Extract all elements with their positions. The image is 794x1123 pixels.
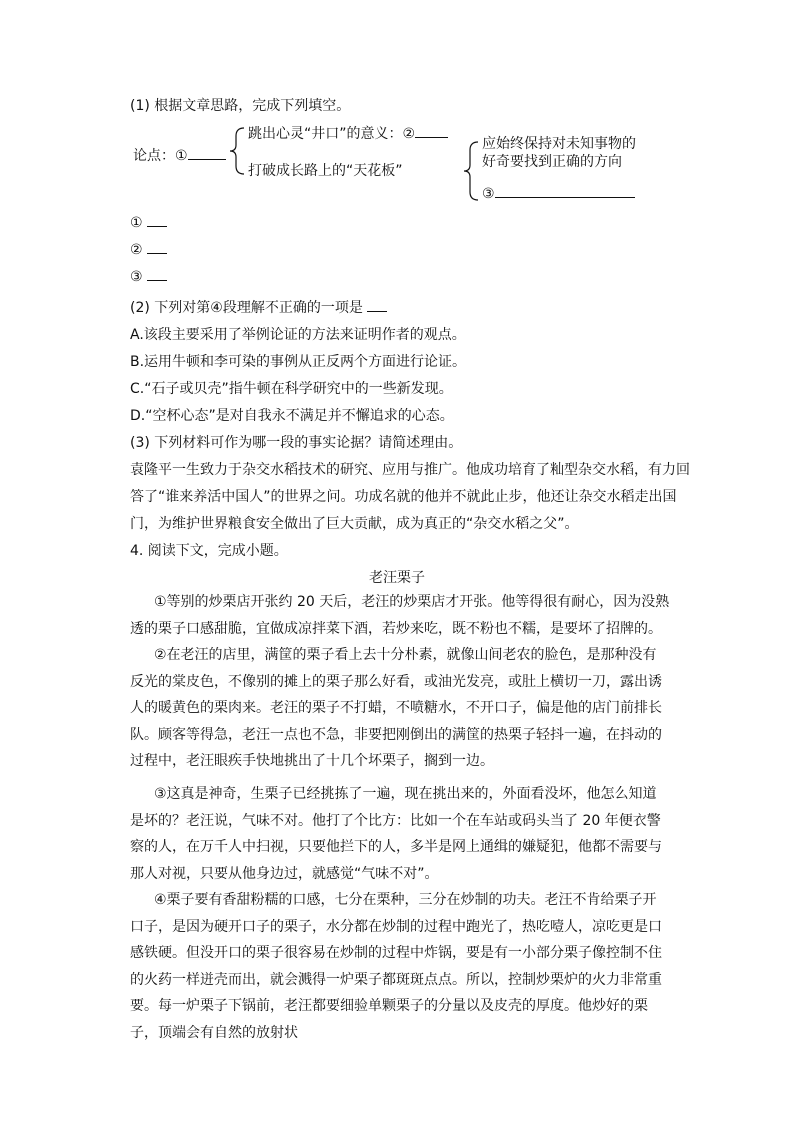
- q2-blank[interactable]: [367, 311, 387, 312]
- answer-blank-3[interactable]: [147, 280, 167, 281]
- article-paragraph-3: ③这真是神奇，生栗子已经挑拣了一遍，现在挑出来的，外面看没坏，他怎么知道是坏的？老汪说，气味不对。他打了个比方：比如一个在车站或码头当了 20 年便衣警察的人，在万千人中扫视，只要他拦下的人，多半是网上通缉的嫌疑犯，他都不需要与那人对视，只要从他身边过，就感觉“气味不对”。: [130, 786, 662, 882]
- right-brace: [462, 140, 482, 202]
- section-4-heading: 4. 阅读下文，完成小题。: [130, 543, 288, 559]
- q2-option-c: C.“石子或贝壳”指牛顿在科学研究中的一些新发现。: [130, 381, 453, 397]
- q3-material-line-3: 门，为维护世界粮食安全做出了巨大贡献，成为真正的“杂交水稻之父”。: [130, 516, 579, 532]
- thesis-label: 论点：①: [133, 145, 226, 165]
- sub-branch-2: ③: [482, 186, 635, 202]
- branch-1-blank[interactable]: [415, 137, 448, 138]
- q2-option-d: D.“空杯心态”是对自我永不满足并不懈追求的心态。: [130, 408, 454, 424]
- branch-2: 打破成长路上的“天花板”: [248, 163, 403, 179]
- q2-heading-line: (2) 下列对第④段理解不正确的一项是: [130, 297, 387, 317]
- article-title: 老汪栗子: [369, 570, 425, 586]
- q1-heading: (1) 根据文章思路，完成下列填空。: [130, 98, 351, 114]
- article-paragraph-2: ②在老汪的店里，满筐的栗子看上去十分朴素，就像山间老农的脸色，是那种没有反光的棠皮色，不像别的摊上的栗子那么好看，或油光发亮，或肚上横切一刀，露出诱人的暖黄色的栗肉来。老汪的栗子不打蜡，不喷糖水，不开口子，偏是他的店门前排长队。顾客等得急，老汪一点也不急，非要把刚倒出的满筐的热栗子轻抖一遍，在抖动的过程中，老汪眼疾手快地挑出了十几个坏栗子，搁到一边。: [130, 647, 662, 769]
- answer-line-2: ②: [130, 242, 167, 258]
- q2-option-b: B.运用牛顿和李可染的事例从正反两个方面进行论证。: [130, 354, 467, 370]
- answer-line-3: ③: [130, 269, 167, 285]
- article-paragraph-1: ①等别的炒栗店开张约 20 天后，老汪的炒栗店才开张。他等得很有耐心，因为没熟透的栗子口感甜脆，宜做成凉拌菜下酒，若炒来吃，既不粉也不糯，是要坏了招牌的。: [130, 594, 670, 637]
- q3-material-line-2: 答了“谁来养活中国人”的世界之问。功成名就的他并不就此止步，他还让杂交水稻走出国: [130, 489, 677, 505]
- q3-heading: (3) 下列材料可作为哪一段的事实论据？请简述理由。: [130, 435, 463, 451]
- answer-line-1: ①: [130, 215, 167, 231]
- left-brace: [228, 126, 248, 176]
- branch-1: 跳出心灵“井口”的意义：②: [248, 123, 448, 143]
- sub-branch-1-line-2: 好奇要找到正确的方向: [482, 154, 622, 170]
- sub-branch-1-line-1: 应始终保持对未知事物的: [482, 136, 636, 152]
- sub-branch-2-blank[interactable]: [495, 197, 635, 198]
- thesis-blank[interactable]: [188, 159, 226, 160]
- answer-blank-1[interactable]: [147, 226, 167, 227]
- q2-option-a: A.该段主要采用了举例论证的方法来证明作者的观点。: [130, 327, 466, 343]
- answer-blank-2[interactable]: [147, 253, 167, 254]
- q3-material-line-1: 袁隆平一生致力于杂交水稻技术的研究、应用与推广。他成功培育了籼型杂交水稻，有力回: [130, 462, 690, 478]
- article-paragraph-4: ④栗子要有香甜粉糯的口感，七分在栗种，三分在炒制的功夫。老汪不肯给栗子开口子，是因为硬开口子的栗子，水分都在炒制的过程中跑光了，热吃噎人，凉吃更是口感铁硬。但没开口的栗子很容易在炒制的过程中炸锅，要是有一小部分栗子像控制不住的火药一样迸壳而出，就会溅得一炉栗子都斑斑点点。所以，控制炒栗炉的火力非常重要。每一炉栗子下锅前，老汪都要细验单颗栗子的分量以及皮壳的厚度。他炒好的栗子，顶端会有自然的放射状: [130, 892, 662, 1041]
